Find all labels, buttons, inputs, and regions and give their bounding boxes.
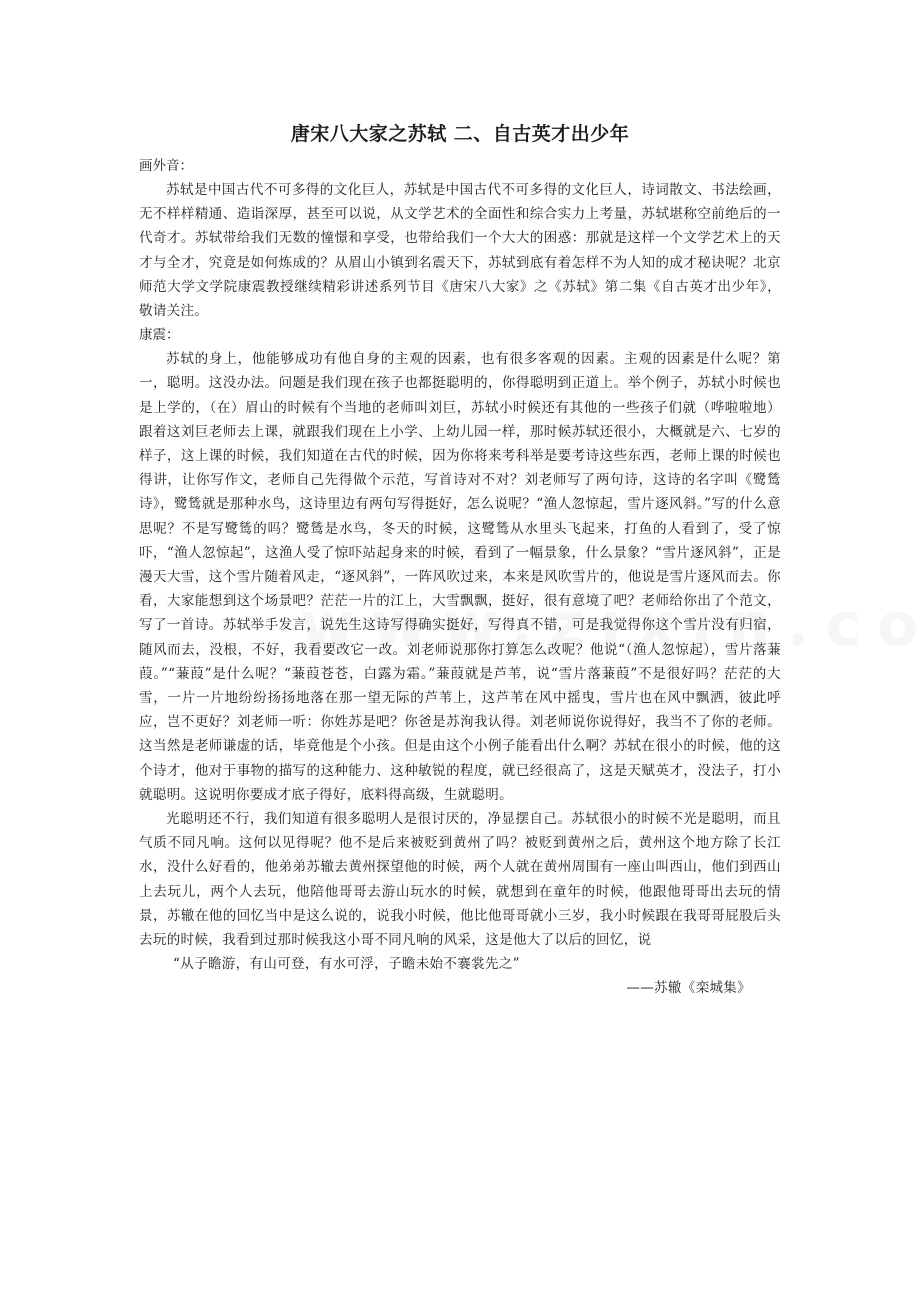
- quote-source: ——苏辙《栾城集》: [626, 980, 751, 997]
- kang-zhen-paragraph-2: 光聪明还不行，我们知道有很多聪明人是很讨厌的，净显摆自己。苏轼很小的时候不光是聪明，而且气质不同凡响。这何以见得呢？他不是后来被贬到黄州了吗？被贬到黄州之后，黄州这个地方除了长江水，没什么好看的，他弟弟苏辙去黄州探望他的时候，两个人就在黄州周围有一座山叫西山，他们到西山上去玩儿，两个人去玩，他陪他哥哥去游山玩水的时候，就想到在童年的时候，他跟他哥哥出去玩的情景，苏辙在他的回忆当中是这么说的，说我小时候，他比他哥哥就小三岁，我小时候跟在我哥哥屁股后头去玩的时候，我看到过那时候我这小哥不同凡响的风采，这是他大了以后的回忆，说: [139, 811, 781, 949]
- document-page: [139, 120, 781, 1000]
- speaker-label-narrator: 画外音：: [139, 158, 193, 174]
- block-quote: “从子瞻游，有山可登，有水可浮，子瞻未始不褰裳先之”: [173, 956, 520, 973]
- kang-zhen-paragraph-1: 苏轼的身上，他能够成功有他自身的主观的因素，也有很多客观的因素。主观的因素是什么呢？第一，聪明。这没办法。问题是我们现在孩子也都挺聪明的，你得聪明到正道上。举个例子，苏轼小时候也是上学的，（在）眉山的时候有个当地的老师叫刘巨，苏轼小时候还有其他的一些孩子们就（哗啦啦地）跟着这刘巨老师去上课，就跟我们现在上小学、上幼儿园一样，那时候苏轼还很小，大概就是六、七岁的样子，这上课的时候，我们知道在古代的时候，因为你将来考科举是要考诗这些东西，老师上课的时候也得讲，让你写作文，老师自己先得做个示范，写首诗对不对？刘老师写了两句诗，这诗的名字叫《鹭鸶诗》，鹭鸶就是那种水鸟，这诗里边有两句写得挺好，怎么说呢？“渔人忽惊起，雪片逐风斜。”写的什么意思呢？不是写鹭鸶的吗？鹭鸶是水鸟，冬天的时候，这鹭鸶从水里头飞起来，打鱼的人看到了，受了惊吓，“渔人忽惊起”，这渔人受了惊吓站起身来的时候，看到了一幅景象，什么景象？“雪片逐风斜”，正是漫天大雪，这个雪片随着风走，“逐风斜”，一阵风吹过来，本来是风吹雪片的，他说是雪片逐风而去。你看，大家能想到这个场景吧？茫茫一片的江上，大雪飘飘，挺好，很有意境了吧？老师给你出了个范文，写了一首诗。苏轼举手发言，说先生这诗写得确实挺好，写得真不错，可是我觉得你这个雪片没有归宿，随风而去，没根，不好，我看要改它一改。刘老师说那你打算怎么改呢？他说“（渔人忽惊起），雪片落蒹葭。”“蒹葭”是什么呢？“蒹葭苍苍，白露为霜。”蒹葭就是芦苇，说“雪片落蒹葭”不是很好吗？茫茫的大雪，一片一片地纷纷扬扬地落在那一望无际的芦苇上，这芦苇在风中摇曳，雪片也在风中飘洒，彼此呼应，岂不更好？刘老师一听：你姓苏是吧？你爸是苏洵我认得。刘老师说你说得好，我当不了你的老师。这当然是老师谦虚的话，毕竟他是个小孩。但是由这个小例子能看出什么啊？苏轼在很小的时候，他的这个诗才，他对于事物的描写的这种能力、这种敏锐的程度，就已经很高了，这是天赋英才，没法子，打小就聪明。这说明你要成才底子得好，底料得高级，生就聪明。: [139, 351, 781, 803]
- speaker-label-kang-zhen: 康震：: [139, 327, 180, 344]
- narrator-paragraph: 苏轼是中国古代不可多得的文化巨人，苏轼是中国古代不可多得的文化巨人，诗词散文、书法绘画，无不样样精通、造诣深厚，甚至可以说，从文学艺术的全面性和综合实力上考量，苏轼堪称空前绝后的一代奇才。苏轼带给我们无数的憧憬和享受，也带给我们一个大大的困惑：那就是这样一个文学艺术上的天才与全才，究竟是如何炼成的？从眉山小镇到名震天下，苏轼到底有着怎样不为人知的成才秘诀呢？北京师范大学文学院康震教授继续精彩讲述系列节目《唐宋八大家》之《苏轼》第二集《自古英才出少年》，敬请关注。: [139, 182, 781, 320]
- document-title: 唐宋八大家之苏轼 二、自古英才出少年: [290, 123, 630, 145]
